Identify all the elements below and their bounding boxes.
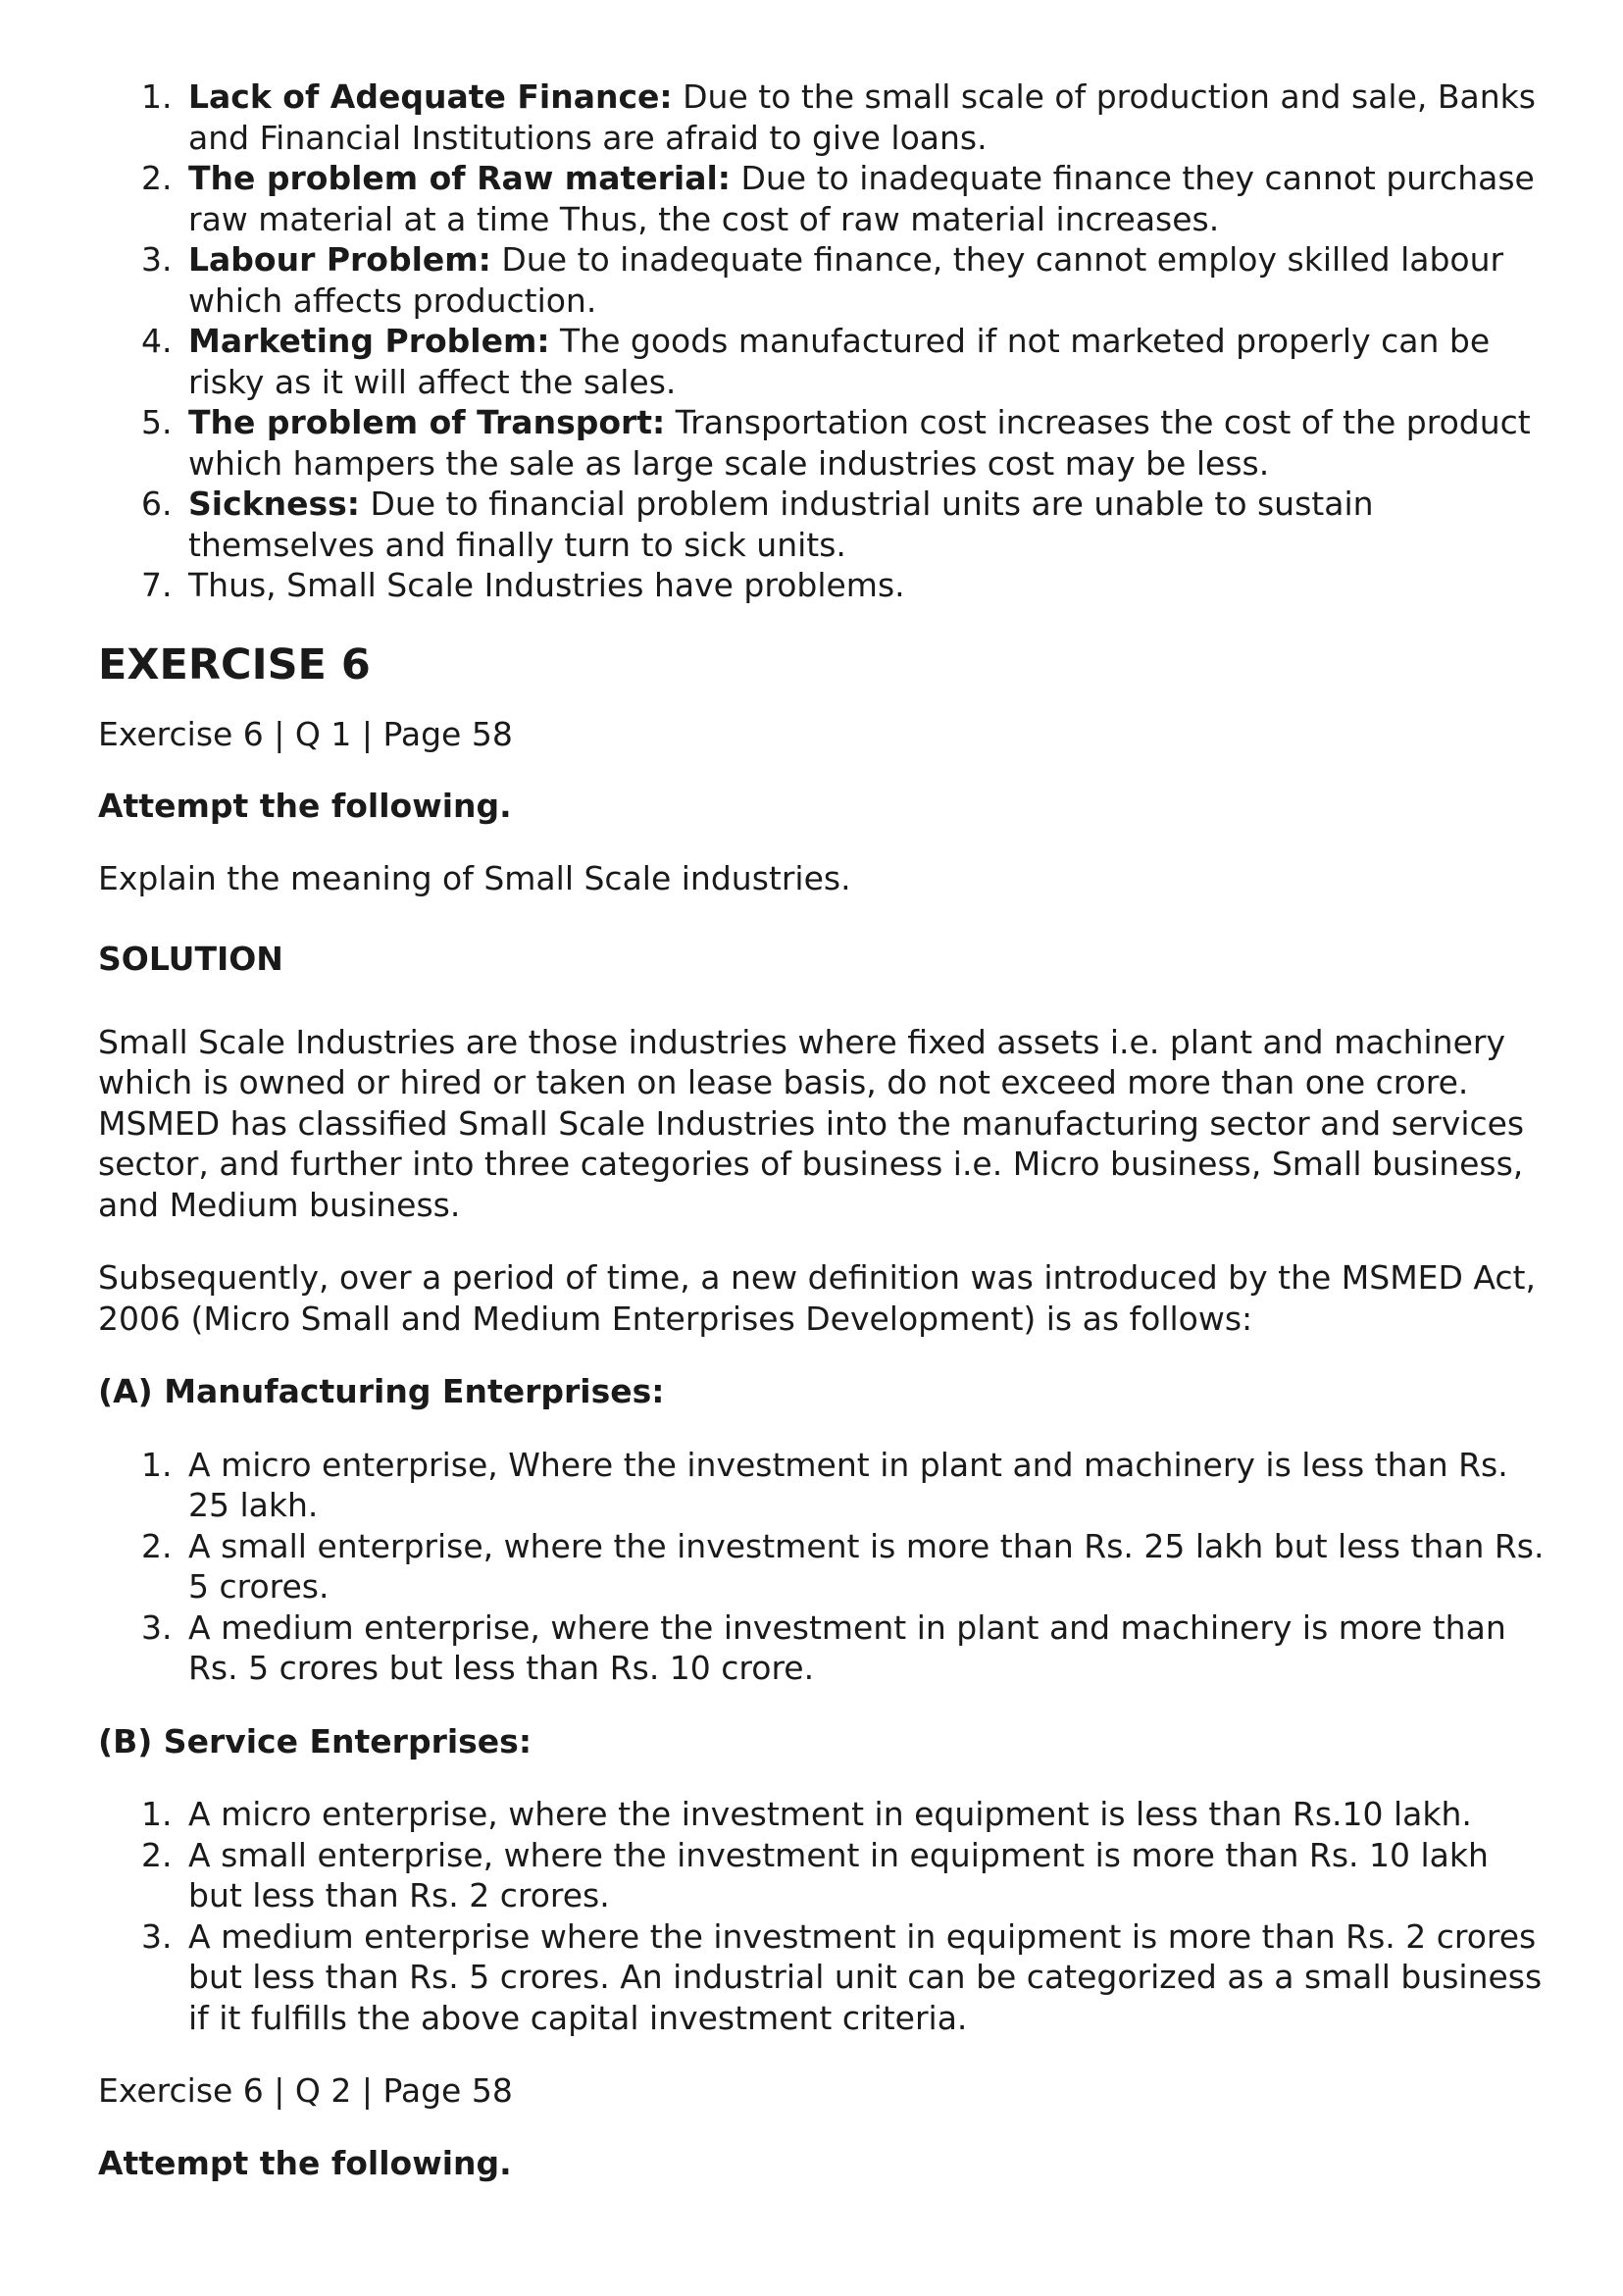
list-item — [98, 1916, 1549, 2039]
list-item — [98, 565, 1549, 606]
exercise-heading: EXERCISE 6 — [98, 639, 371, 689]
document-page — [98, 77, 1549, 2183]
solution-label: SOLUTION — [98, 940, 283, 978]
list-item — [98, 158, 1549, 239]
section-heading-service: (B) Service Enterprises: — [98, 1721, 533, 1760]
list-number: 2. — [141, 1835, 173, 1874]
question-reference: Exercise 6 | Q 2 | Page 58 — [98, 2071, 513, 2110]
solution-paragraph: Small Scale Industries are those industries where fixed assets i.e. plant and machinery which is owned or hired or taken on lease basis, do not exceed more than one crore. MSMED has classified Small Scale Industries into the manufacturing sector and services sector, and further into three categories of business i.e. Micro business, Small business, and Medium business. — [98, 1022, 1525, 1224]
list-item — [98, 402, 1549, 484]
service-list — [98, 1794, 1549, 2038]
manufacturing-list — [98, 1445, 1549, 1689]
list-number: 6. — [141, 485, 173, 523]
solution-paragraph: Subsequently, over a period of time, a new definition was introduced by the MSMED Act, 2006 (Micro Small and Medium Enterprises Development) is as follows: — [98, 1258, 1536, 1338]
list-item-text: A micro enterprise, Where the investment in plant and machinery is less than Rs. 25 lakh. — [188, 1445, 1508, 1524]
list-item-text: A medium enterprise where the investment in equipment is more than Rs. 2 crores but less than Rs. 5 crores. An industrial unit can be categorized as a small business if it fulfills the above capital investment criteria. — [188, 1916, 1543, 2037]
list-item-text: A small enterprise, where the investment is more than Rs. 25 lakh but less than Rs. 5 crores. — [188, 1526, 1545, 1606]
list-item-title: Labour Problem: — [188, 240, 491, 279]
list-number: 1. — [141, 77, 173, 116]
list-item — [98, 239, 1549, 321]
list-number: 4. — [141, 322, 173, 360]
list-item-title: The problem of Transport: — [188, 403, 666, 441]
list-number: 7. — [141, 566, 173, 604]
list-item — [98, 321, 1549, 402]
list-item — [98, 1526, 1549, 1607]
problems-list — [98, 77, 1549, 606]
question-reference: Exercise 6 | Q 1 | Page 58 — [98, 714, 513, 753]
list-item-text: A small enterprise, where the investment in equipment is more than Rs. 10 lakh but less than Rs. 2 crores. — [188, 1835, 1489, 1914]
list-item-text: Thus, Small Scale Industries have problems. — [188, 566, 905, 604]
list-item-title: Sickness: — [188, 485, 360, 523]
list-number: 2. — [141, 159, 173, 197]
list-item-text: Due to inadequate finance, they cannot employ skilled labour which affects production. — [188, 240, 1504, 320]
list-number: 3. — [141, 1916, 173, 1956]
list-number: 2. — [141, 1526, 173, 1565]
section-heading-manufacturing: (A) Manufacturing Enterprises: — [98, 1372, 665, 1410]
list-item — [98, 1794, 1549, 1835]
list-item-text: A medium enterprise, where the investment in plant and machinery is more than Rs. 5 crores but less than Rs. 10 crore. — [188, 1607, 1506, 1687]
list-item — [98, 1835, 1549, 1916]
list-number: 3. — [141, 240, 173, 279]
list-item-text: A micro enterprise, where the investment in equipment is less than Rs.10 lakh. — [188, 1795, 1472, 1833]
list-item-text: Transportation cost increases the cost of the product which hampers the sale as large scale industries cost may be less. — [188, 403, 1531, 483]
list-item-text: The goods manufactured if not marketed properly can be risky as it will affect the sales. — [188, 322, 1491, 401]
list-item-text: Due to financial problem industrial units are unable to sustain themselves and finally turn to sick units. — [188, 485, 1374, 564]
list-item-title: Marketing Problem: — [188, 322, 550, 360]
list-item-title: Lack of Adequate Finance: — [188, 77, 673, 116]
list-item-text: Due to the small scale of production and sale, Banks and Financial Institutions are afraid to give loans. — [188, 77, 1536, 157]
list-number: 1. — [141, 1445, 173, 1484]
list-number: 1. — [141, 1795, 173, 1833]
list-item — [98, 484, 1549, 565]
list-item — [98, 1445, 1549, 1526]
list-item — [98, 1607, 1549, 1689]
instruction: Attempt the following. — [98, 787, 512, 825]
list-item-text: Due to inadequate finance they cannot purchase raw material at a time Thus, the cost of raw material increases. — [188, 159, 1535, 238]
list-number: 3. — [141, 1607, 173, 1647]
list-item — [98, 77, 1549, 158]
list-number: 5. — [141, 403, 173, 441]
list-item-title: The problem of Raw material: — [188, 159, 731, 197]
instruction: Attempt the following. — [98, 2143, 512, 2182]
question-text: Explain the meaning of Small Scale industries. — [98, 858, 851, 897]
